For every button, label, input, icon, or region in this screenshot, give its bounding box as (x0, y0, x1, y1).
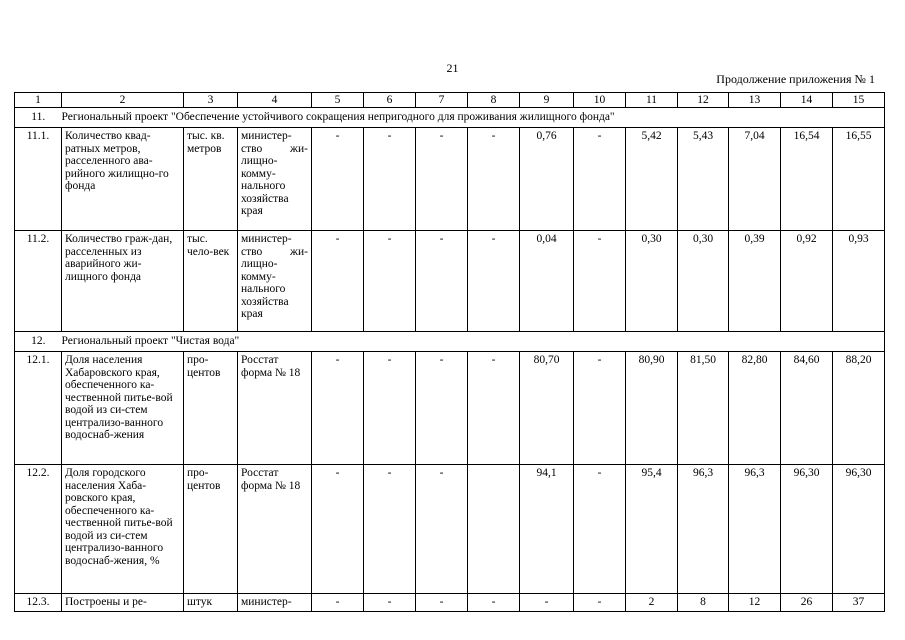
value-col-13: 82,80 (729, 352, 781, 465)
indicator-name: Количество квад-ратных метров, расселенного ава-рийного жилищно-го фонда (62, 128, 184, 231)
column-header-1: 1 (15, 93, 62, 108)
value-col-11: 95,4 (626, 465, 678, 594)
unit-of-measure: про-центов (184, 352, 238, 465)
value-col-13: 12 (729, 594, 781, 612)
data-source: Росстат форма № 18 (238, 352, 312, 465)
value-col-15: 16,55 (833, 128, 885, 231)
value-col-7: - (416, 594, 468, 612)
value-col-5: - (312, 128, 364, 231)
value-col-10: - (574, 465, 626, 594)
row-number: 12.3. (15, 594, 62, 612)
indicator-name: Построены и ре- (62, 594, 184, 612)
data-source: Росстат форма № 18 (238, 465, 312, 594)
value-col-8 (468, 465, 520, 594)
value-col-11: 0,30 (626, 231, 678, 332)
indicator-name: Доля населения Хабаровского края, обеспеченного ка-чественной питье-вой водой из си-стем централизо-ванного водоснаб-жения (62, 352, 184, 465)
column-header-2: 2 (62, 93, 184, 108)
value-col-15: 37 (833, 594, 885, 612)
value-col-9: - (520, 594, 574, 612)
column-header-11: 11 (626, 93, 678, 108)
column-header-7: 7 (416, 93, 468, 108)
value-col-7: - (416, 128, 468, 231)
value-col-14: 84,60 (781, 352, 833, 465)
value-col-11: 80,90 (626, 352, 678, 465)
value-col-6: - (364, 128, 416, 231)
value-col-9: 94,1 (520, 465, 574, 594)
indicators-table (14, 92, 885, 612)
row-number: 12.1. (15, 352, 62, 465)
page-number: 21 (446, 61, 459, 75)
value-col-10: - (574, 231, 626, 332)
value-col-10: - (574, 128, 626, 231)
table-row (15, 352, 885, 465)
value-col-6: - (364, 594, 416, 612)
value-col-9: 0,04 (520, 231, 574, 332)
value-col-15: 0,93 (833, 231, 885, 332)
column-header-4: 4 (238, 93, 312, 108)
value-col-6: - (364, 465, 416, 594)
continuation-label: Продолжение приложения № 1 (716, 72, 875, 86)
value-col-14: 96,30 (781, 465, 833, 594)
column-header-3: 3 (184, 93, 238, 108)
value-col-6: - (364, 352, 416, 465)
value-col-14: 16,54 (781, 128, 833, 231)
section-row (15, 332, 885, 352)
unit-of-measure: тыс. чело-век (184, 231, 238, 332)
value-col-14: 0,92 (781, 231, 833, 332)
row-number: 11.1. (15, 128, 62, 231)
column-header-15: 15 (833, 93, 885, 108)
value-col-15: 96,30 (833, 465, 885, 594)
row-number: 12.2. (15, 465, 62, 594)
section-number: 11. (15, 108, 62, 128)
value-col-6: - (364, 231, 416, 332)
value-col-8: - (468, 352, 520, 465)
value-col-12: 81,50 (678, 352, 729, 465)
column-header-9: 9 (520, 93, 574, 108)
value-col-5: - (312, 465, 364, 594)
value-col-8: - (468, 594, 520, 612)
indicator-name: Количество граж-дан, расселенных из аварийного жи-лищного фонда (62, 231, 184, 332)
value-col-7: - (416, 465, 468, 594)
value-col-15: 88,20 (833, 352, 885, 465)
value-col-11: 2 (626, 594, 678, 612)
value-col-14: 26 (781, 594, 833, 612)
column-header-6: 6 (364, 93, 416, 108)
section-title: Региональный проект "Обеспечение устойчивого сокращения непригодного для проживания жилищного фонда" (62, 108, 885, 128)
table-row (15, 465, 885, 594)
value-col-12: 0,30 (678, 231, 729, 332)
value-col-5: - (312, 594, 364, 612)
section-title: Региональный проект "Чистая вода" (62, 332, 885, 352)
value-col-11: 5,42 (626, 128, 678, 231)
value-col-10: - (574, 352, 626, 465)
column-header-8: 8 (468, 93, 520, 108)
value-col-7: - (416, 231, 468, 332)
unit-of-measure: штук (184, 594, 238, 612)
section-number: 12. (15, 332, 62, 352)
data-source: министер- (238, 594, 312, 612)
value-col-5: - (312, 231, 364, 332)
table-row (15, 128, 885, 231)
table-row (15, 594, 885, 612)
value-col-5: - (312, 352, 364, 465)
unit-of-measure: про-центов (184, 465, 238, 594)
column-header-13: 13 (729, 93, 781, 108)
value-col-10: - (574, 594, 626, 612)
header-row (15, 93, 885, 108)
data-source: министер-ство жи-лищно-комму-нального хозяйства края (238, 231, 312, 332)
column-header-12: 12 (678, 93, 729, 108)
section-row (15, 108, 885, 128)
value-col-8: - (468, 231, 520, 332)
value-col-12: 5,43 (678, 128, 729, 231)
value-col-8: - (468, 128, 520, 231)
column-header-14: 14 (781, 93, 833, 108)
unit-of-measure: тыс. кв. метров (184, 128, 238, 231)
column-header-5: 5 (312, 93, 364, 108)
value-col-13: 0,39 (729, 231, 781, 332)
data-source: министер-ство жи-лищно-комму-нального хозяйства края (238, 128, 312, 231)
row-number: 11.2. (15, 231, 62, 332)
column-header-10: 10 (574, 93, 626, 108)
value-col-9: 0,76 (520, 128, 574, 231)
value-col-12: 8 (678, 594, 729, 612)
value-col-9: 80,70 (520, 352, 574, 465)
value-col-13: 7,04 (729, 128, 781, 231)
value-col-7: - (416, 352, 468, 465)
value-col-12: 96,3 (678, 465, 729, 594)
indicator-name: Доля городского населения Хаба-ровского края, обеспеченного ка-чественной питье-вой водой из си-стем централизо-ванного водоснаб-жения, % (62, 465, 184, 594)
table-row (15, 231, 885, 332)
value-col-13: 96,3 (729, 465, 781, 594)
